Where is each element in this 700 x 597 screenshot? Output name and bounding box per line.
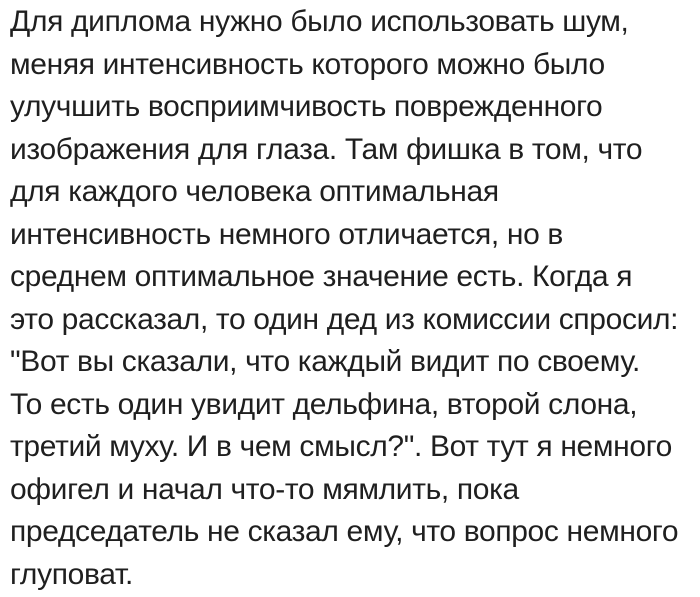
text-line: глуповат.: [10, 557, 133, 591]
text-line: изображения для глаза. Там фишка в том, что: [10, 132, 643, 166]
text-line: третий муху. И в чем смысл?". Вот тут я немного: [10, 430, 672, 463]
text-line: интенсивность немного отличается, но в: [10, 217, 563, 251]
text-line: То есть один увидит дельфина, второй слона,: [10, 387, 638, 421]
text-line: Для диплома нужно было использовать шум,: [10, 5, 629, 38]
text-line: офигел и начал что-то мямлить, пока: [10, 472, 519, 506]
text-line: улучшить восприимчивость поврежденного: [10, 90, 603, 123]
text-line: для каждого человека оптимальная: [10, 175, 499, 208]
text-line: среднем оптимальное значение есть. Когда я: [10, 260, 633, 293]
text-line: меняя интенсивность которого можно было: [10, 47, 605, 81]
text-line: "Вот вы сказали, что каждый видит по своему.: [10, 345, 641, 378]
text-line: председатель не сказал ему, что вопрос немного: [10, 515, 679, 548]
text-body: [10, 1, 694, 596]
text-line: это рассказал, то один дед из комиссии спросил:: [10, 302, 679, 336]
